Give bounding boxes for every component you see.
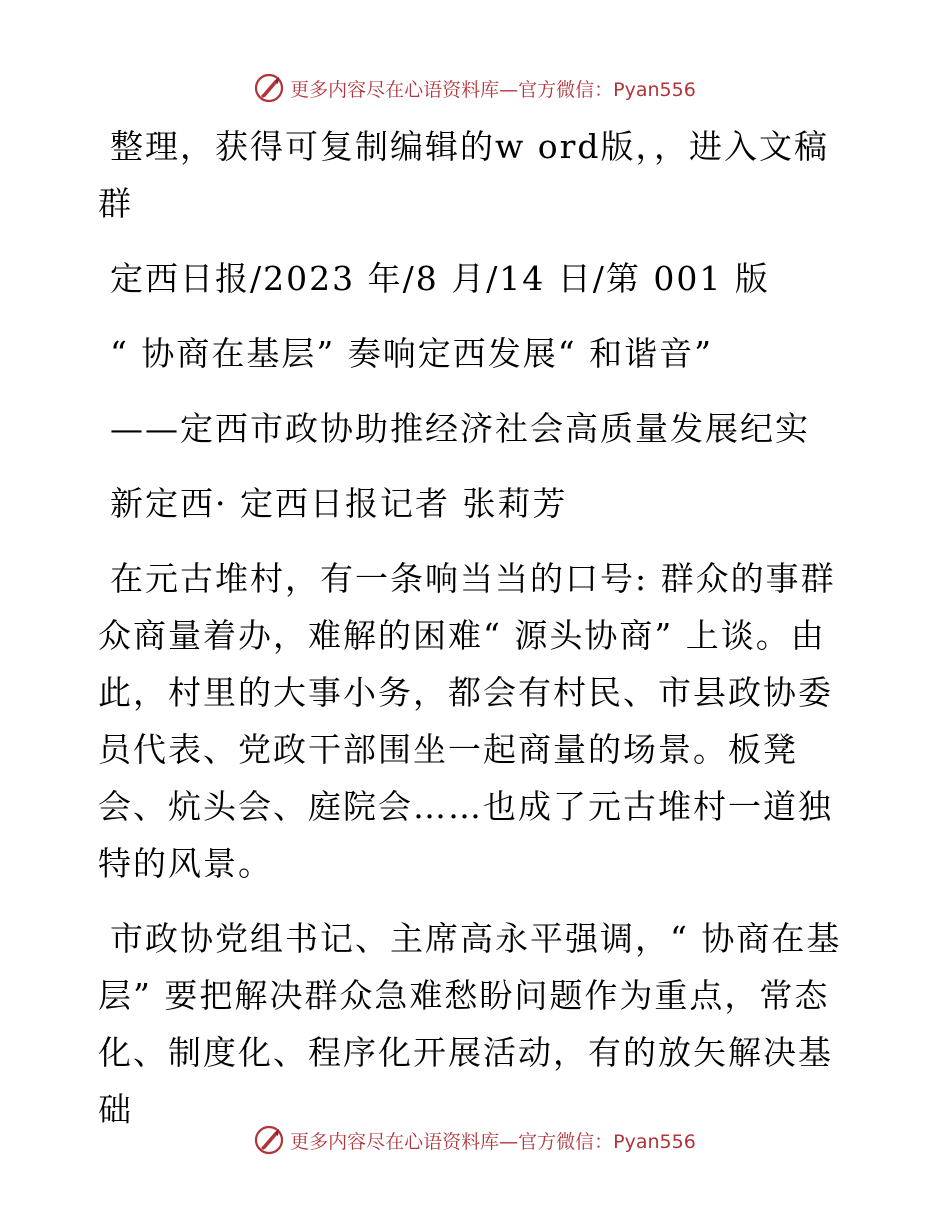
paragraph-intro: 整理，获得可复制编辑的w ord版，，进入文稿群 — [98, 127, 830, 223]
document-body — [98, 118, 852, 1156]
quill-pen-logo-icon — [254, 1125, 284, 1155]
banner-text: 更多内容尽在心语资料库—官方微信：Pyan556 — [290, 1130, 696, 1153]
footer-banner — [0, 1120, 950, 1160]
article-subtitle: ——定西市政协助推经济社会高质量发展纪实 — [110, 409, 810, 448]
paragraph-body-2: 市政协党组书记、主席高永平强调，“ 协商在基层” 要把解决群众急难愁盼问题作为重点，常态化、制度化、程序化开展活动，有的放矢解决基础 — [98, 919, 842, 1129]
paragraph-source: 定西日报/2023 年/8 月/14 日/第 001 版 — [110, 259, 770, 298]
article-title: “ 协商在基层” 奏响定西发展“ 和谐音” — [110, 334, 713, 373]
header-banner — [0, 68, 950, 108]
paragraph-body-1: 在元古堆村，有一条响当当的口号: 群众的事群众商量着办，难解的困难“ 源头协商” 上谈。由此，村里的大事小务，都会有村民、市县政协委员代表、党政干部围坐一起商量的场景。板凳会、炕头会、庭院会……也成了元古堆村一道独特的风景。 — [98, 559, 836, 883]
banner-text: 更多内容尽在心语资料库—官方微信：Pyan556 — [290, 78, 696, 101]
article-byline: 新定西· 定西日报记者 张莉芳 — [110, 484, 568, 523]
quill-pen-logo-icon — [254, 73, 284, 103]
